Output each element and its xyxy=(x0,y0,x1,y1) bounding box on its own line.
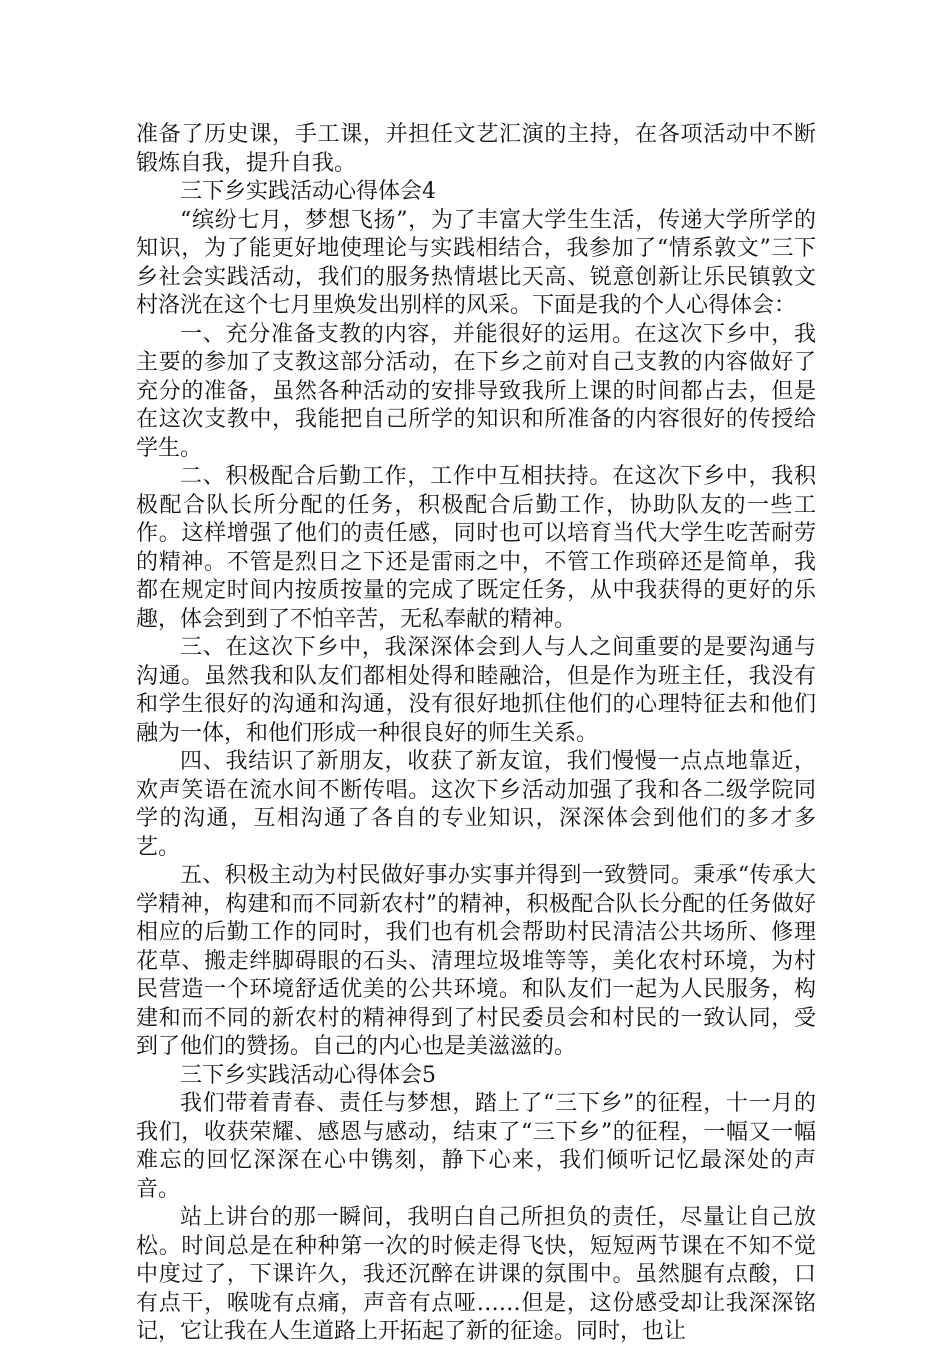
paragraph-point-2: 二、积极配合后勤工作，工作中互相扶持。在这次下乡中，我积极配合队长所分配的任务，积极配合后勤工作，协助队友的一些工作。这样增强了他们的责任感，同时也可以培育当代大学生吃苦耐劳的精神。不管是烈日之下还是雷雨之中，不管工作琐碎还是简单，我都在规定时间内按质按量的完成了既定任务，从中我获得的更好的乐趣，体会到到了不怕辛苦，无私奉献的精神。 xyxy=(136,464,816,632)
paragraph-point-4: 四、我结识了新朋友，收获了新友谊，我们慢慢一点点地靠近，欢声笑语在流水间不断传唱。这次下乡活动加强了我和各二级学院同学的沟通，互相沟通了各自的专业知识，深深体会到他们的多才多艺。 xyxy=(136,749,816,860)
document-body xyxy=(136,121,816,1347)
paragraph-journey: 我们带着青春、责任与梦想，踏上了“三下乡”的征程，十一月的我们，收获荣耀、感恩与感动，结束了“三下乡”的征程，一幅又一幅难忘的回忆深深在心中镌刻，静下心来，我们倾听记忆最深处的声音。 xyxy=(136,1091,816,1202)
paragraph-point-1: 一、充分准备支教的内容，并能很好的运用。在这次下乡中，我主要的参加了支教这部分活动，在下乡之前对自己支教的内容做好了充分的准备，虽然各种活动的安排导致我所上课的时间都占去，但是在这次支教中，我能把自己所学的知识和所准备的内容很好的传授给学生。 xyxy=(136,321,816,461)
paragraph-point-3: 三、在这次下乡中，我深深体会到人与人之间重要的是要沟通与沟通。虽然我和队友们都相处得和睦融洽，但是作为班主任，我没有和学生很好的沟通和沟通，没有很好地抓住他们的心理特征去和他们融为一体，和他们形成一种很良好的师生关系。 xyxy=(136,635,816,746)
section-heading-5: 三下乡实践活动心得体会5 xyxy=(180,1062,436,1088)
paragraph-continued: 准备了历史课，手工课，并担任文艺汇演的主持，在各项活动中不断锻炼自我，提升自我。 xyxy=(136,122,816,176)
paragraph-intro: “缤纷七月，梦想飞扬”，为了丰富大学生生活，传递大学所学的知识，为了能更好地使理论与实践相结合，我参加了“情系敦文”三下乡社会实践活动，我们的服务热情堪比天高、锐意创新让乐民镇敦文村洛洸在这个七月里焕发出别样的风采。下面是我的个人心得体会： xyxy=(136,207,816,318)
section-heading-4: 三下乡实践活动心得体会4 xyxy=(180,179,436,204)
paragraph-point-5: 五、积极主动为村民做好事办实事并得到一致赞同。秉承“传承大学精神，构建和而不同新农村”的精神，积极配合队长分配的任务做好相应的后勤工作的同时，我们也有机会帮助村民清洁公共场所、修理花草、搬走绊脚碍眼的石头、清理垃圾堆等等，美化农村环境，为村民营造一个环境舒适优美的公共环境。和队友们一起为人民服务，构建和而不同的新农村的精神得到了村民委员会和村民的一致认同，受到了他们的赞扬。自己的内心也是美滋滋的。 xyxy=(136,863,816,1059)
paragraph-podium: 站上讲台的那一瞬间，我明白自己所担负的责任，尽量让自己放松。时间总是在种种第一次的时候走得飞快，短短两节课在不知不觉中度过了，下课许久，我还沉醉在讲课的氛围中。虽然腿有点酸，口有点干，喉咙有点痛，声音有点哑……但是，这份感受却让我深深铭记，它让我在人生道路上开拓起了新的征途。同时，也让 xyxy=(136,1205,816,1344)
